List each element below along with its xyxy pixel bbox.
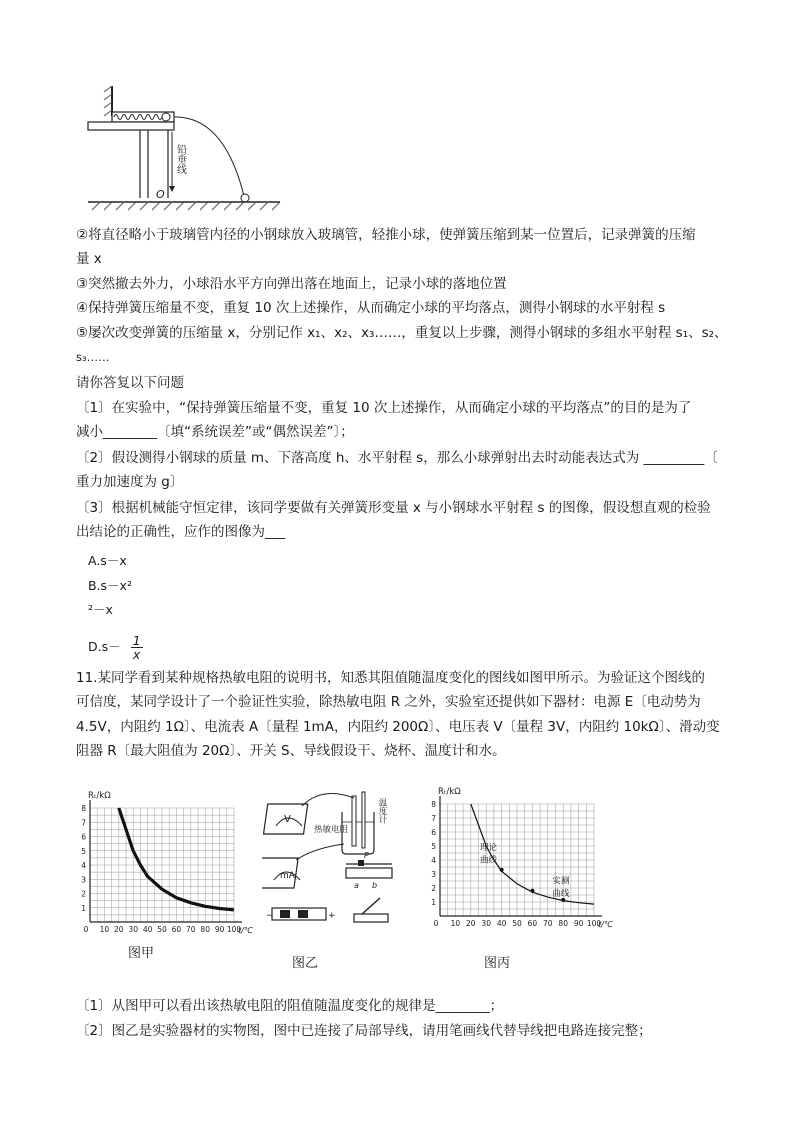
figure-jia-caption: 图甲	[128, 946, 155, 961]
x-tick-label: 40	[496, 919, 507, 928]
y-tick-label: 6	[81, 832, 86, 842]
data-point	[500, 868, 504, 872]
step-5-line-1: ⑤屡次改变弹簧的压缩量 x，分别记作 x₁、x₂、x₃……，重复以上步骤，测得小钢球的多组水平射程 s₁、s₂、	[76, 325, 728, 341]
q11-sub2: 〔2〕图乙是实验器材的实物图，图中已连接了局部导线，请用笔画线代替导线把电路连接完整；	[76, 1023, 652, 1039]
thermistor-label: 热敏电阻	[314, 825, 349, 835]
y-axis-label: Rₜ/kΩ	[438, 787, 461, 797]
rheostat	[346, 851, 392, 890]
q10-sub3-line-1: 〔3〕根据机械能守恒定律，该同学要做有关弹簧形变量 x 与小钢球水平射程 s 的图像，假设想直观的检验	[76, 500, 711, 516]
battery	[266, 908, 336, 921]
y-tick-label: 3	[81, 875, 86, 885]
y-tick-label: 8	[431, 800, 436, 809]
y-tick-label: 5	[431, 842, 436, 851]
y-tick-label: 6	[431, 828, 436, 837]
plumb-line-label: 铅垂线	[174, 144, 186, 174]
option-d	[88, 634, 143, 661]
y-tick-label: 2	[81, 889, 86, 899]
origin-tick-label: 0	[433, 919, 439, 928]
y-tick-label: 7	[81, 818, 86, 828]
q10-intro: 请你答复以下问题	[76, 375, 184, 391]
q10-sub2-line-2: 重力加速度为 g〕	[76, 474, 184, 490]
y-tick-label: 4	[431, 856, 436, 865]
x-tick-label: 90	[214, 925, 225, 934]
y-tick-label: 1	[431, 898, 436, 907]
theory-curve-label-1: 理论	[480, 843, 498, 853]
x-tick-label: 60	[527, 919, 538, 928]
q11-line-4: 阻器 R〔最大阻值为 20Ω〕、开关 S、导线假设干、烧杯、温度计和水。	[76, 743, 506, 759]
option-b: B.s－x²	[88, 578, 132, 593]
voltmeter-label: V	[284, 814, 291, 825]
x-tick-label: 20	[466, 919, 476, 928]
q10-sub1-line-2: 减小________〔填“系统误差”或“偶然误差”〕；	[76, 424, 354, 440]
x-tick-label: 20	[114, 925, 124, 934]
figure-bing-chart	[418, 780, 628, 940]
rheostat-p-label: P	[364, 851, 369, 860]
x-tick-label: 10	[450, 919, 461, 928]
option-c: ²－x	[88, 602, 113, 617]
x-tick-label: 10	[99, 925, 110, 934]
x-tick-label: 70	[543, 919, 553, 928]
x-tick-label: 90	[573, 919, 584, 928]
y-tick-label: 2	[431, 884, 436, 893]
q11-line-1: 11.某同学看到某种规格热敏电阻的说明书，知悉其阻值随温度变化的图线如图甲所示。为验证这个图线的	[76, 670, 705, 686]
voltmeter	[264, 804, 308, 834]
q10-sub3-line-2: 出结论的正确性，应作的图像为___	[76, 524, 286, 540]
data-point	[530, 889, 534, 893]
y-tick-label: 1	[81, 903, 86, 913]
y-tick-label: 3	[431, 870, 436, 879]
x-tick-label: 30	[128, 925, 138, 934]
svg-text:−: −	[266, 911, 274, 921]
x-tick-label: 80	[558, 919, 568, 928]
origin-tick-label: 0	[83, 925, 89, 934]
y-tick-label: 4	[81, 861, 86, 870]
switch	[354, 898, 388, 922]
x-tick-label: 100	[226, 925, 242, 934]
option-d-denominator: x	[132, 647, 141, 662]
measured-curve-label-2: 曲线	[552, 889, 570, 900]
x-tick-label: 80	[200, 925, 210, 934]
beaker	[342, 792, 374, 854]
figure-bing-caption: 图丙	[484, 956, 511, 971]
rheostat-b-label: b	[372, 881, 378, 890]
q11-line-2: 可信度，某同学设计了一个验证性实验，除热敏电阻 R 之外，实验室还提供如下器材：电源 E〔电动势为	[76, 694, 701, 710]
step-4: ④保持弹簧压缩量不变，重复 10 次上述操作，从而确定小球的平均落点，测得小钢球的水平射程 s	[76, 300, 666, 316]
step-2-line-2: 量 x	[76, 251, 102, 267]
step-5-line-2: s₃……	[76, 350, 110, 364]
y-tick-label: 8	[81, 804, 86, 813]
x-axis-label: t/℃	[598, 920, 613, 929]
ammeter-label: mA	[280, 871, 295, 881]
q11-line-3: 4.5V，内阻约 1Ω〕、电流表 A〔量程 1mA，内阻约 200Ω〕、电压表 V〔量程 3V，内阻约 10kΩ〕、滑动变	[76, 719, 720, 735]
x-tick-label: 60	[171, 925, 182, 934]
measured-curve-label-1: 实测	[552, 876, 570, 887]
thermometer-label: 温度计	[377, 798, 387, 824]
x-axis-label: t/℃	[238, 926, 253, 935]
y-axis-label: Rₜ/kΩ	[88, 791, 111, 801]
ammeter	[262, 858, 300, 888]
svg-text:+: +	[328, 911, 336, 921]
q11-sub1: 〔1〕从图甲可以看出该热敏电阻的阻值随温度变化的规律是________；	[76, 998, 504, 1014]
origin-label: O	[156, 188, 165, 201]
x-tick-label: 100	[586, 919, 602, 928]
step-3: ③突然撤去外力，小球沿水平方向弹出落在地面上，记录小球的落地位置	[76, 276, 507, 292]
figure-yi-apparatus	[262, 788, 398, 930]
step-2-line-1: ②将直径略小于玻璃管内径的小钢球放入玻璃管，轻推小球，使弹簧压缩到某一位置后，记录弹簧的压缩	[76, 227, 696, 243]
option-d-prefix: D.s－	[88, 639, 121, 654]
theory-curve-label-2: 曲线	[480, 855, 498, 866]
q10-sub1-line-1: 〔1〕在实验中，“保持弹簧压缩量不变，重复 10 次上述操作，从而确定小球的平均落点”的目的是为了	[76, 400, 692, 416]
figure-jia-chart	[74, 788, 254, 938]
figure-yi-caption: 图乙	[292, 956, 319, 971]
x-tick-label: 40	[142, 925, 153, 934]
x-tick-label: 50	[157, 925, 167, 934]
q10-sub2-line-1: 〔2〕假设测得小钢球的质量 m、下落高度 h、水平射程 s，那么小球弹射出去时动能表达式为 _________〔	[76, 450, 718, 466]
y-tick-label: 7	[431, 814, 436, 823]
x-tick-label: 50	[512, 919, 522, 928]
x-tick-label: 30	[481, 919, 491, 928]
option-a: A.s－x	[88, 553, 127, 568]
option-d-numerator: 1	[132, 633, 141, 648]
spring-launcher-figure	[84, 86, 284, 212]
y-tick-label: 5	[81, 846, 86, 856]
rheostat-a-label: a	[354, 881, 359, 890]
x-tick-label: 70	[186, 925, 196, 934]
